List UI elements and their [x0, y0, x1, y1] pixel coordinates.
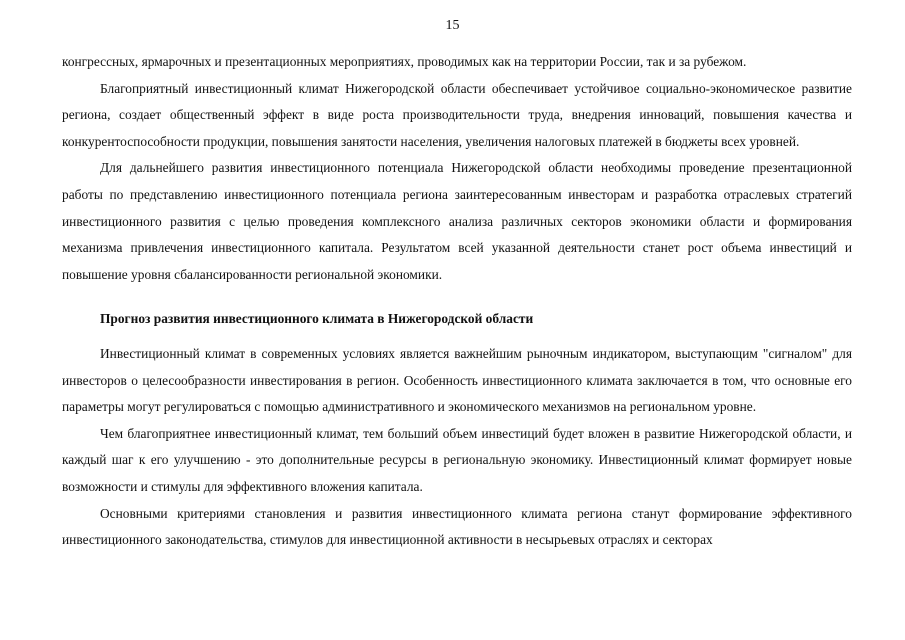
paragraph-investment-climate-indicator: Инвестиционный климат в современных условиях является важнейшим рыночным индикатором, выступающим "сигналом" для инвесторов о целесообразности инвестирования в регион. Особенность инвестиционного климата заключается в том, что основные его параметры могут регулироваться с помощью административного и экономического механизмов на региональном уровне.: [62, 345, 852, 415]
page-number: 15: [445, 18, 460, 33]
page-content: [62, 49, 852, 554]
paragraph-continuation: конгрессных, ярмарочных и презентационных мероприятиях, проводимых как на территории России, так и за рубежом.: [62, 54, 747, 69]
section-heading: Прогноз развития инвестиционного климата в Нижегородской области: [100, 311, 534, 327]
paragraph-favorable-climate: Чем благоприятнее инвестиционный климат, тем больший объем инвестиций будет вложен в развитие Нижегородской области, и каждый шаг к его улучшению - это дополнительные ресурсы в региональную экономику. Инвестиционный климат формирует новые возможности и стимулы для эффективного вложения капитала.: [62, 425, 852, 494]
paragraph-investment-potential-development: Для дальнейшего развития инвестиционного потенциала Нижегородской области необходимы проведение презентационной работы по представлению инвестиционного потенциала региона заинтересованным инвесторам и разработка отраслевых стратегий инвестиционного развития с целью проведения комплексного анализа различных секторов экономики области и формирования механизма привлечения инвестиционного капитала. Результатом всей указанной деятельности станет рост объема инвестиций и повышение уровня сбалансированности региональной экономики.: [62, 160, 852, 282]
paragraph-investment-climate-benefits: Благоприятный инвестиционный климат Нижегородской области обеспечивает устойчивое социально-экономическое развитие региона, создает общественный эффект в виде роста производительности труда, внедрения инноваций, повышения качества и конкурентоспособности продукции, повышения занятости населения, увеличения налоговых платежей в бюджеты всех уровней.: [62, 80, 852, 149]
paragraph-criteria: Основными критериями становления и развития инвестиционного климата региона станут формирование эффективного инвестиционного законодательства, стимулов для инвестиционной активности в несырьевых отраслях и секторах: [62, 505, 852, 548]
